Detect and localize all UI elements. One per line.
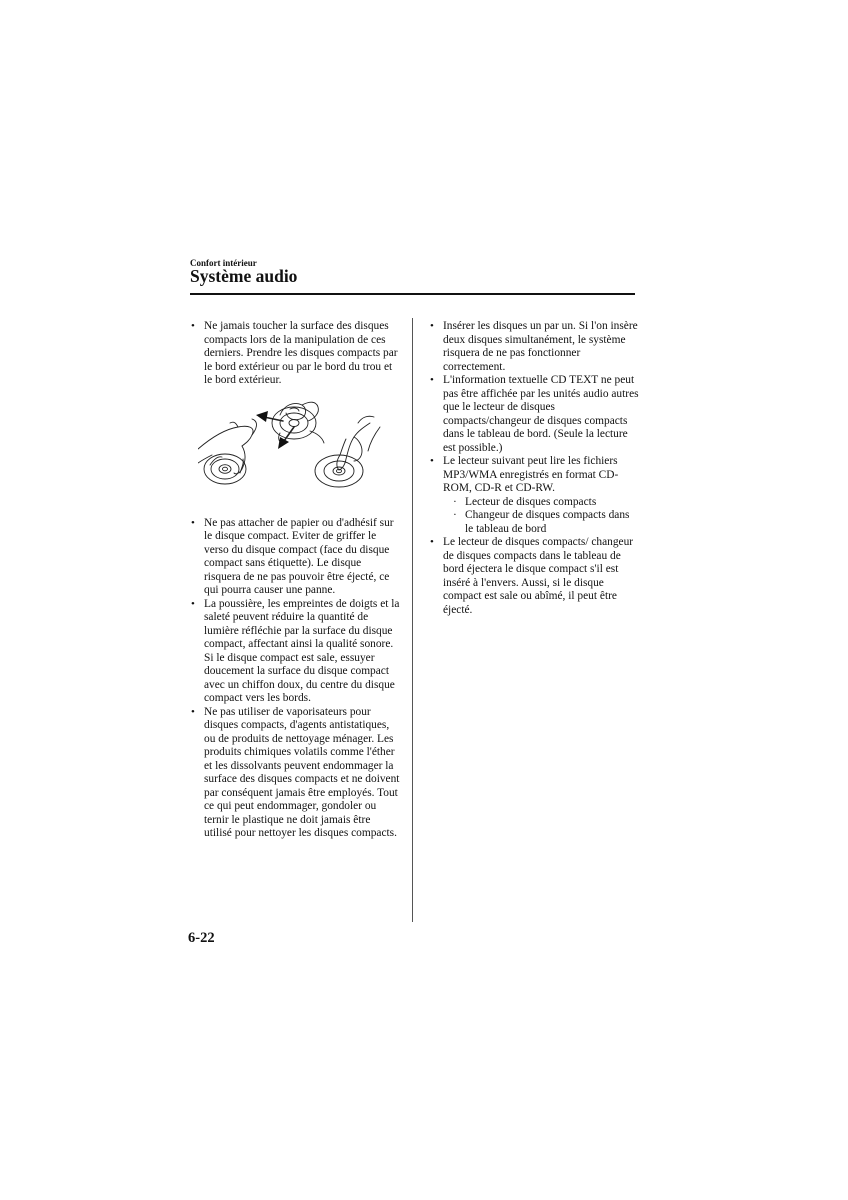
left-bullets-top — [190, 320, 400, 388]
disc-on-surface — [315, 455, 363, 487]
page-title: Système audio — [190, 266, 298, 286]
cd-handling-illustration-icon — [198, 393, 383, 509]
title-rule — [190, 293, 635, 295]
cd-handling-figure — [190, 393, 400, 509]
left-column — [190, 320, 400, 841]
column-divider — [412, 318, 413, 922]
bullet-cd-text: • L'information textuelle CD TEXT ne peut pas être affichée par les unités audio autres que le lecteur de disques compacts/changeur de disques compacts dans le tableau de bord. (Seule la lecture est possible.) — [429, 374, 639, 455]
bullet-mp3-wma — [429, 455, 639, 536]
bullet-eject: • Le lecteur de disques compacts/ changeur de disques compacts dans le tableau de bord éjectera le disque compact s'il est inséré à l'envers. Aussi, si le disque compact est sale ou abîmé, il peut être éjecté. — [429, 536, 639, 617]
bullet-insert-one: • Insérer les disques un par un. Si l'on insère deux disques simultanément, le système risquera de ne pas fonctionner correctement. — [429, 320, 639, 374]
player-list-item: · Changeur de disques compacts dans le tableau de bord — [453, 509, 639, 536]
right-bullets — [429, 320, 639, 617]
player-list — [443, 496, 639, 537]
bullet-handling: • Ne jamais toucher la surface des disques compacts lors de la manipulation de ces derniers. Prendre les disques compacts par le bord extérieur ou par le bord du trou et le bord extérieur. — [190, 320, 400, 388]
player-list-item: · Lecteur de disques compacts — [453, 496, 639, 510]
section-label: Confort intérieur — [190, 258, 257, 268]
page-number: 6-22 — [188, 930, 215, 946]
right-column — [429, 320, 639, 617]
bullet-no-paper: • Ne pas attacher de papier ou d'adhésif sur le disque compact. Eviter de griffer le verso du disque compact (face du disque compact sans étiquette). Le disque risquera de ne pas pouvoir être éjecté, ce qui pourra causer une panne. — [190, 517, 400, 598]
bullet-mp3-wma-text: Le lecteur suivant peut lire les fichiers MP3/WMA enregistrés en format CD-ROM, CD-R et CD-RW. — [443, 455, 619, 494]
disc-held-by-edge — [204, 454, 246, 484]
bullet-dust: • La poussière, les empreintes de doigts et la saleté peuvent réduire la quantité de lumière réfléchie par la surface du disque compact, affectant ainsi la qualité sonore. Si le disque compact est sale, essuyer doucement la surface du disque compact avec un chiffon doux, du centre du disque compact vers les bords. — [190, 598, 400, 706]
disc-being-wiped — [272, 402, 324, 443]
left-bullets-bottom — [190, 517, 400, 841]
bullet-no-sprays: • Ne pas utiliser de vaporisateurs pour disques compacts, d'agents antistatiques, ou de produits de nettoyage ménager. Les produits chimiques volatils comme l'éther et les dissolvants peuvent endommager la surface des disques compacts et ne doivent par conséquent jamais être employés. Tout ce qui peut endommager, gondoler ou ternir le plastique ne doit jamais être utilisé pour nettoyer les disques compacts. — [190, 706, 400, 841]
